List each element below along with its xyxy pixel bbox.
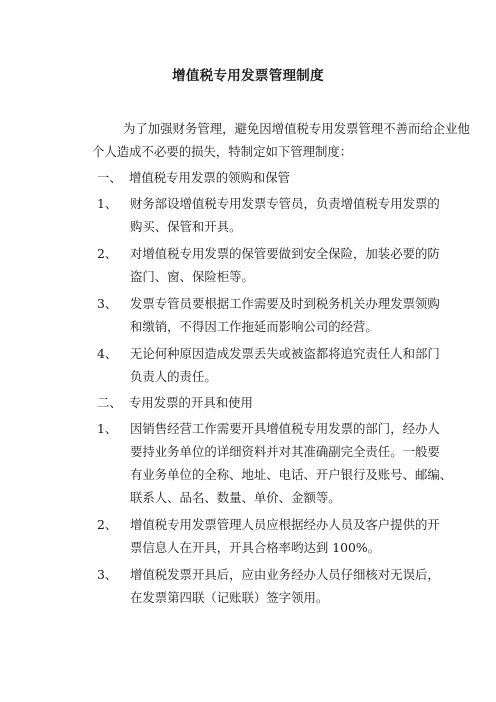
item-text: 要持业务单位的详细资料并对其准确副完全责任。一般要 (130, 444, 440, 459)
section-title: 专用发票的开具和使用 (129, 395, 253, 410)
intro-line-2: 个人造成不必要的损失，特制定如下管理制度： (92, 144, 353, 159)
document-title: 增值税专用发票管理制度 (172, 68, 324, 84)
item-text: 因销售经营工作需要开具增值税专用发票的部门，经办人 (130, 421, 440, 436)
section-marker: 二、 (97, 395, 122, 410)
item-number: 3、 (97, 296, 118, 311)
item-text: 增值税发票开具后，应由业务经办人员仔细核对无误后， (130, 567, 440, 582)
item-text: 和缴销，不得因工作拖延而影响公司的经营。 (130, 319, 378, 334)
item-text: 购买、保管和开具。 (130, 219, 242, 234)
item-number: 2、 (97, 246, 118, 261)
item-text: 在发票第四联（记账联）签字领用。 (130, 590, 329, 605)
item-number: 3、 (97, 567, 118, 582)
item-number: 1、 (97, 196, 118, 211)
section-title: 增值税专用发票的领购和保管 (129, 170, 291, 185)
item-number: 1、 (97, 421, 118, 436)
intro-line-1: 为了加强财务管理，避免因增值税专用发票管理不善而给企业他 (123, 121, 470, 136)
item-text: 票信息人在开具，开具合格率哟达到 100%。 (130, 540, 381, 555)
item-text: 联系人、品名、数量、单价、金额等。 (130, 490, 341, 505)
item-text: 财务部设增值税专用发票专管员，负责增值税专用发票的 (130, 196, 440, 211)
section-marker: 一、 (97, 170, 122, 185)
item-text: 负责人的责任。 (130, 369, 217, 384)
item-text: 发票专管员要根据工作需要及时到税务机关办理发票领购 (130, 296, 440, 311)
item-text: 增值税专用发票管理人员应根据经办人员及客户提供的开 (130, 517, 440, 532)
item-text: 盗门、窗、保险柜等。 (130, 269, 254, 284)
item-text: 对增值税专用发票的保管要做到安全保险，加装必要的防 (130, 246, 440, 261)
item-number: 2、 (97, 517, 118, 532)
item-number: 4、 (97, 346, 118, 361)
item-text: 无论何种原因造成发票丢失或被盗都将追究责任人和部门 (130, 346, 440, 361)
item-text: 有业务单位的全称、地址、电话、开户银行及账号、邮编、 (130, 467, 453, 482)
